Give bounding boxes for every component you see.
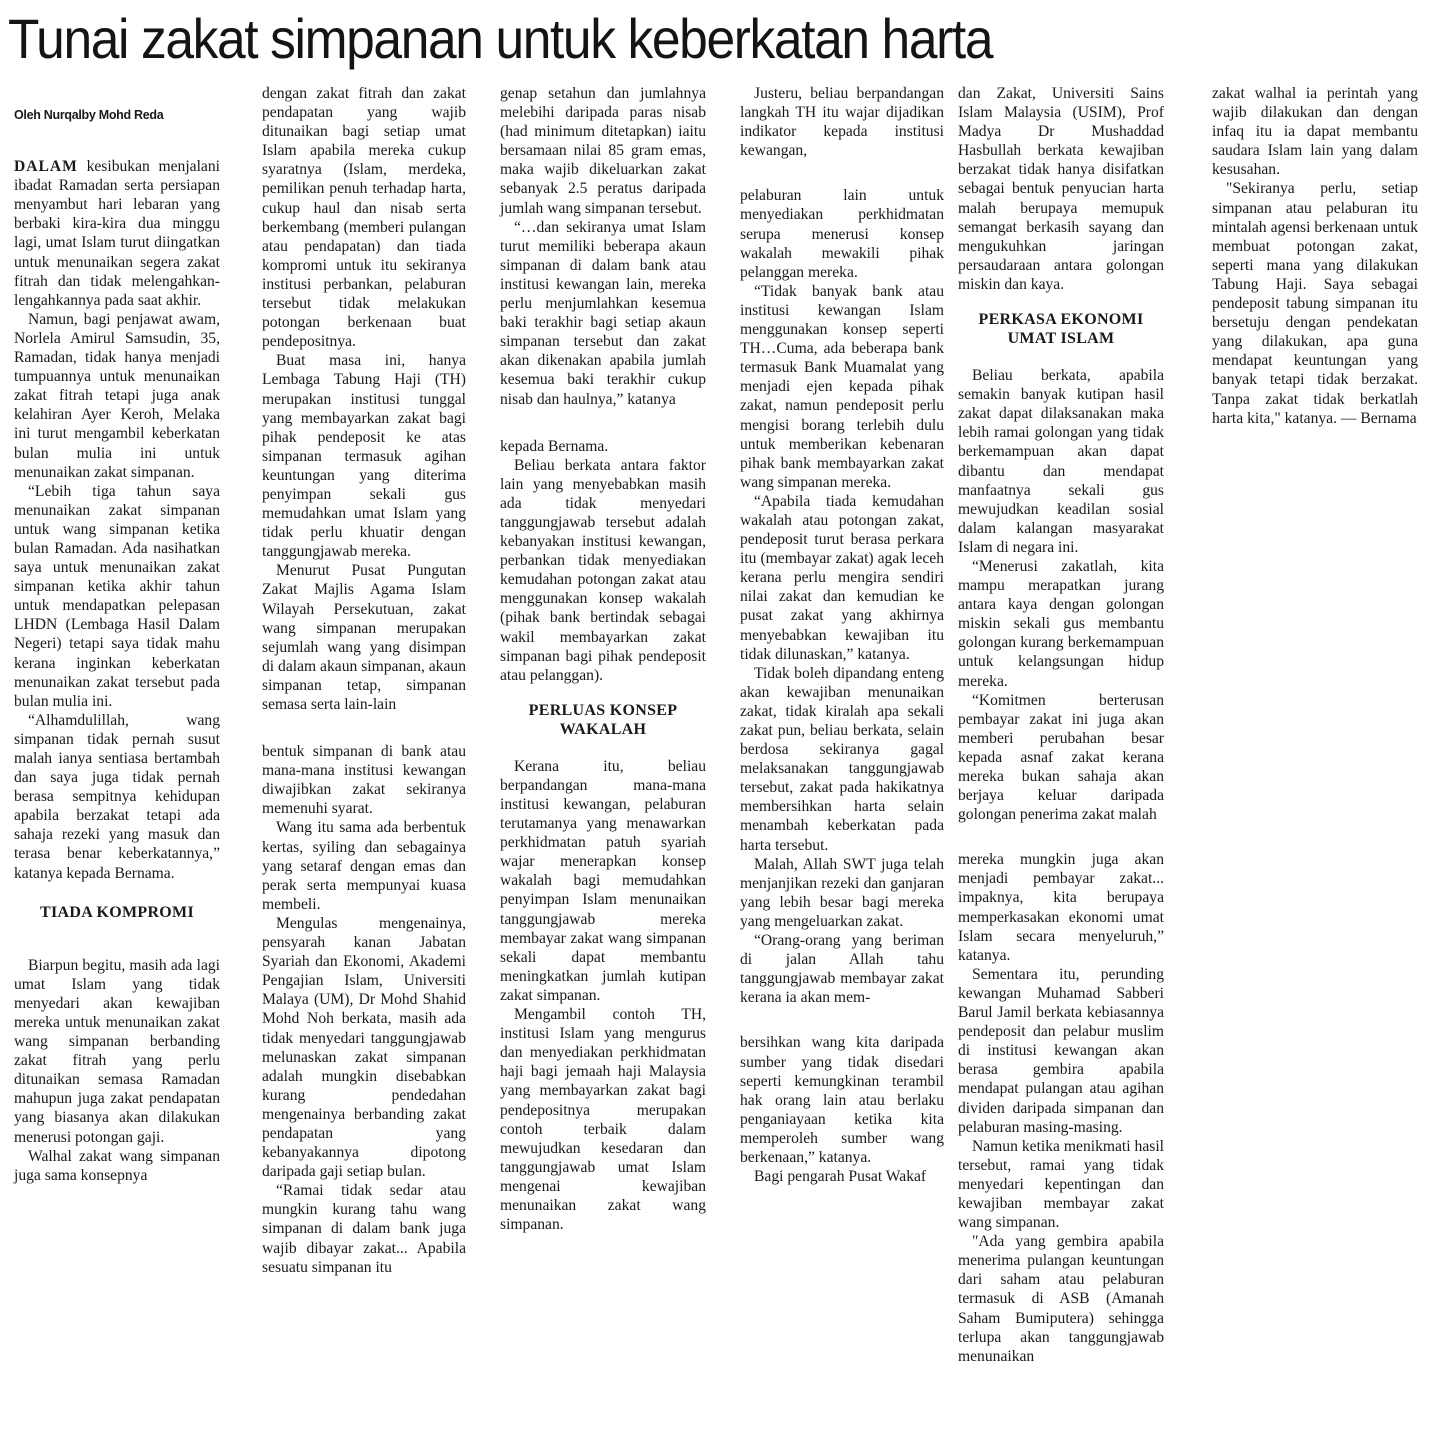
subheading: PERLUAS KONSEP WAKALAH [528, 701, 678, 738]
paragraph: “Menerusi zakatlah, kita mampu merapatkan jurang antara kaya dengan golongan miskin sekali gus membantu golongan kurang berkemampuan untuk kelangsungan hidup mereka. [958, 557, 1164, 690]
headline: Tunai zakat simpanan untuk keberkatan harta [8, 7, 993, 70]
column-break [958, 824, 1164, 850]
subheading: TIADA KOMPROMI [40, 903, 194, 921]
article-column-1 [14, 84, 220, 1185]
paragraph: “Orang-orang yang beriman di jalan Allah tahu tanggungjawab membayar zakat kerana ia akan mem- [740, 932, 944, 1007]
column-break [262, 714, 466, 742]
article-column-5 [958, 84, 1164, 1366]
paragraph: "Ada yang gembira apabila menerima pulangan keuntungan dari saham atau pelaburan termasuk di ASB (Amanah Saham Bumiputera) sehingga terlupa akan tanggungjawab menunaikan [958, 1233, 1164, 1365]
paragraph: Justeru, beliau berpandangan langkah TH itu wajar dijadikan indikator kepada institusi kewangan, [740, 85, 944, 160]
paragraph: Buat masa ini, hanya Lembaga Tabung Haji (TH) merupakan institusi tunggal yang membayarkan zakat bagi pihak pendeposit ke atas simpanan termasuk agihan keuntungan yang diterima penyimpan sekali gus memudahkan umat Islam yang tidak perlu khuatir dengan tanggungjawab mereka. [262, 352, 466, 561]
paragraph: “Ramai tidak sedar atau mungkin kurang tahu wang simpanan di dalam bank juga wajib dibayar zakat... Apabila sesuatu simpanan itu [262, 1182, 466, 1276]
paragraph: bentuk simpanan di bank atau mana-mana institusi kewangan diwajibkan zakat sekiranya memenuhi syarat. [262, 743, 466, 818]
column-break [740, 1007, 944, 1033]
paragraph: kepada Bernama. [500, 437, 609, 455]
article-column-4 [740, 84, 944, 1186]
article-column-2 [262, 84, 466, 1277]
paragraph: Namun ketika menikmati hasil tersebut, ramai yang tidak menyedari kepentingan dan kewajiban membayar zakat wang simpanan. [958, 1137, 1164, 1232]
paragraph: “Apabila tiada kemudahan wakalah atau potongan zakat, pendeposit turut berasa perkara itu (membayar zakat) agak leceh kerana perlu mengira sendiri nilai zakat dan kemudian ke pusat zakat yang akhirnya menyebabkan kewajiban itu tidak dilunaskan,” katanya. [740, 492, 944, 663]
paragraph: Menurut Pusat Pungutan Zakat Majlis Agama Islam Wilayah Persekutuan, zakat wang simpanan merupakan sejumlah wang yang disimpan di dalam akaun simpanan, akaun simpanan tetap, simpanan semasa serta lain-lain [262, 562, 466, 713]
paragraph: genap setahun dan jumlahnya melebihi daripada paras nisab (had minimum ditetapkan) iaitu bersamaan nilai 85 gram emas, maka wajib dikeluarkan zakat sebanyak 2.5 peratus daripada jumlah wang simpanan tersebut. [500, 85, 706, 217]
paragraph: bersihkan wang kita daripada sumber yang tidak disedari seperti kemungkinan terambil hak orang lain atau berlaku penganiayaan ketika kita memperoleh sumber wang berkenaan,” katanya. [740, 1034, 944, 1166]
paragraph: Walhal zakat wang simpanan juga sama konsepnya [14, 1147, 220, 1184]
paragraph: “Komitmen berterusan pembayar zakat ini juga akan memberi perubahan besar kepada asnaf zakat kerana mereka bukan sahaja akan berjaya keluar daripada golongan penerima zakat malah [958, 691, 1164, 824]
paragraph: Beliau berkata antara faktor lain yang menyebabkan masih ada tidak menyedari tanggungjawab tersebut adalah kebanyakan institusi kewangan, perbankan tidak menyediakan kemudahan potongan zakat atau menggunakan konsep wakalah (pihak bank bertindak sebagai wakil membayarkan zakat simpanan bagi pihak pendeposit atau pelanggan). [500, 456, 706, 684]
paragraph: pelaburan lain untuk menyediakan perkhidmatan serupa menerusi konsep wakalah mewakili pihak pelanggan mereka. [740, 187, 944, 281]
paragraph: Mengambil contoh TH, institusi Islam yang mengurus dan menyediakan perkhidmatan haji bagi jemaah haji Malaysia yang membayarkan zakat bagi pendepositnya merupakan contoh terbaik dalam mewujudkan kesedaran dan tanggungjawab umat Islam mengenai kewajiban menunaikan zakat wang simpanan. [500, 1006, 706, 1234]
paragraph: zakat walhal ia perintah yang wajib dilakukan dan dengan infaq itu ia dapat membantu saudara Islam lain yang dalam kesusahan. [1212, 85, 1418, 179]
byline: Oleh Nurqalby Mohd Reda [14, 108, 164, 122]
paragraph: Biarpun begitu, masih ada lagi umat Islam yang tidak menyedari akan kewajiban mereka untuk menunaikan zakat wang simpanan berbanding zakat fitrah yang perlu ditunaikan semasa Ramadan mahupun juga zakat pendapatan yang biasanya akan dilakukan menerusi potongan gaji. [14, 956, 220, 1146]
paragraph: mereka mungkin juga akan menjadi pembayar zakat... impaknya, kita berupaya memperkasakan ekonomi umat Islam secara menyeluruh,” katanya. [958, 851, 1164, 964]
paragraph: Namun, bagi penjawat awam, Norlela Amirul Samsudin, 35, Ramadan, tidak hanya menjadi tumpuannya untuk menunaikan zakat fitrah tetapi juga anak kelahiran Ayer Keroh, Melaka ini turut mengambil keberkatan bulan mulia ini untuk menunaikan zakat simpanan. [14, 310, 220, 481]
paragraph: Tidak boleh dipandang enteng akan kewajiban menunaikan zakat, tidak kiralah apa sekali zakat pun, beliau berkata, selain berdosa sekiranya gagal melaksanakan tanggungjawab tersebut, zakat pada hakikatnya membersihkan harta selain menambah keberkatan pada harta tersebut. [740, 664, 944, 854]
paragraph-text: kesibukan menjalani ibadat Ramadan serta persiapan menyambut hari lebaran yang berbaki kira-kira dua minggu lagi, umat Islam turut diingatkan untuk menunaikan segera zakat fitrah dan tidak melengahkan-lengahkannya pada saat akhir. [14, 158, 220, 309]
paragraph [14, 157, 220, 310]
drop-cap-word: DALAM [14, 158, 78, 176]
paragraph: Beliau berkata, apabila semakin banyak kutipan hasil zakat dapat dilaksanakan maka lebih ramai golongan yang tidak berkemampuan akan dapat dibantu dan mendapat manfaatnya sekali gus mewujudkan keadilan sosial dalam kalangan masyarakat Islam di negara ini. [958, 367, 1164, 556]
article-column-6 [1212, 84, 1418, 428]
paragraph: dengan zakat fitrah dan zakat pendapatan yang wajib ditunaikan bagi setiap umat Islam apabila mereka cukup syaratnya (Islam, merdeka, pemilikan penuh terhadap harta, cukup haul dan nisab serta berkembang (memberi pulangan atau pendapatan) dan tiada kompromi untuk itu sekiranya institusi perbankan, pelaburan tersebut tidak melakukan potongan berkenaan buat pendepositnya. [262, 85, 466, 351]
paragraph: Mengulas mengenainya, pensyarah kanan Jabatan Syariah dan Ekonomi, Akademi Pengajian Islam, Universiti Malaya (UM), Dr Mohd Shahid Mohd Noh berkata, masih ada tidak menyedari tanggungjawab melunaskan zakat simpanan adalah mungkin disebabkan kurang pendedahan mengenainya berbanding zakat pendapatan yang kebanyakannya dipotong daripada gaji setiap bulan. [262, 914, 466, 1181]
paragraph: dan Zakat, Universiti Sains Islam Malaysia (USIM), Prof Madya Dr Mushaddad Hasbullah berkata kewajiban berzakat tidak hanya disifatkan sebagai bentuk penyucian harta malah berupaya memupuk semangat berkasih sayang dan mengukuhkan jaringan persaudaraan antara golongan miskin dan kaya. [958, 85, 1164, 293]
paragraph: Malah, Allah SWT juga telah menjanjikan rezeki dan ganjaran yang lebih besar bagi mereka yang mengeluarkan zakat. [740, 855, 944, 930]
article-column-3 [500, 84, 706, 1234]
paragraph: “Alhamdulillah, wang simpanan tidak pernah susut malah ianya sentiasa bertambah dan saya juga tidak pernah berasa sempitnya kehidupan apabila berzakat tetapi ada sahaja rezeki yang masuk dan terasa benar keberkatannya,” katanya kepada Bernama. [14, 711, 220, 882]
paragraph: "Sekiranya perlu, setiap simpanan atau pelaburan itu mintalah agensi berkenaan untuk membuat potongan zakat, seperti mana yang dilakukan Tabung Haji. Saya sebagai pendeposit tabung simpanan itu bersetuju dengan pendekatan yang dilakukan, apa guna mendapat keuntungan yang banyak tetapi tidak berzakat. Tanpa zakat tidak berkatlah harta kita," katanya. — Bernama [1212, 180, 1418, 427]
paragraph: Sementara itu, perunding kewangan Muhamad Sabberi Barul Jamil berkata kebiasannya pendeposit dan pelabur muslim di institusi kewangan akan berasa gembira apabila mendapat pulangan atau agihan dividen daripada simpanan dan pelaburan masing-masing. [958, 965, 1164, 1136]
column-break [500, 409, 706, 437]
paragraph: “…dan sekiranya umat Islam turut memiliki beberapa akaun simpanan di dalam bank atau institusi kewangan lain, mereka perlu menjumlahkan kesemua baki terakhir bagi setiap akaun simpanan tersebut dan zakat akan dikenakan apabila jumlah kesemua baki terakhir cukup nisab dan haulnya,” katanya [500, 218, 706, 408]
paragraph: Kerana itu, beliau berpandangan mana-mana institusi kewangan, pelaburan terutamanya yang menawarkan perkhidmatan patuh syariah wajar menerapkan konsep wakalah bagi memudahkan penyimpan Islam menunaikan tanggungjawab mereka membayar zakat wang simpanan sekali dapat membantu meningkatkan jumlah kutipan zakat simpanan. [500, 757, 706, 1004]
subheading: PERKASA EKONOMI UMAT ISLAM [978, 311, 1144, 348]
paragraph: “Tidak banyak bank atau institusi kewangan Islam menggunakan konsep seperti TH…Cuma, ada beberapa bank termasuk Bank Muamalat yang menjadi ejen kepada pihak zakat, namun pendeposit perlu mengisi borang terlebih dulu untuk memberikan kebenaran pihak bank membayarkan zakat wang simpanan mereka. [740, 282, 944, 491]
paragraph: Wang itu sama ada berbentuk kertas, syiling dan sebagainya yang setaraf dengan emas dan perak serta mempunyai kuasa membeli. [262, 819, 466, 913]
paragraph: “Lebih tiga tahun saya menunaikan zakat simpanan untuk wang simpanan ketika bulan Ramadan. Ada nasihatkan saya untuk menunaikan zakat simpanan ketika akhir tahun untuk mendapatkan pelepasan LHDN (Lembaga Hasil Dalam Negeri) tetapi saya tidak mahu kerana inginkan keberkatan menunaikan zakat tersebut pada bulan mulia ini. [14, 482, 220, 710]
paragraph: Bagi pengarah Pusat Wakaf [754, 1168, 927, 1186]
column-break [740, 160, 944, 186]
